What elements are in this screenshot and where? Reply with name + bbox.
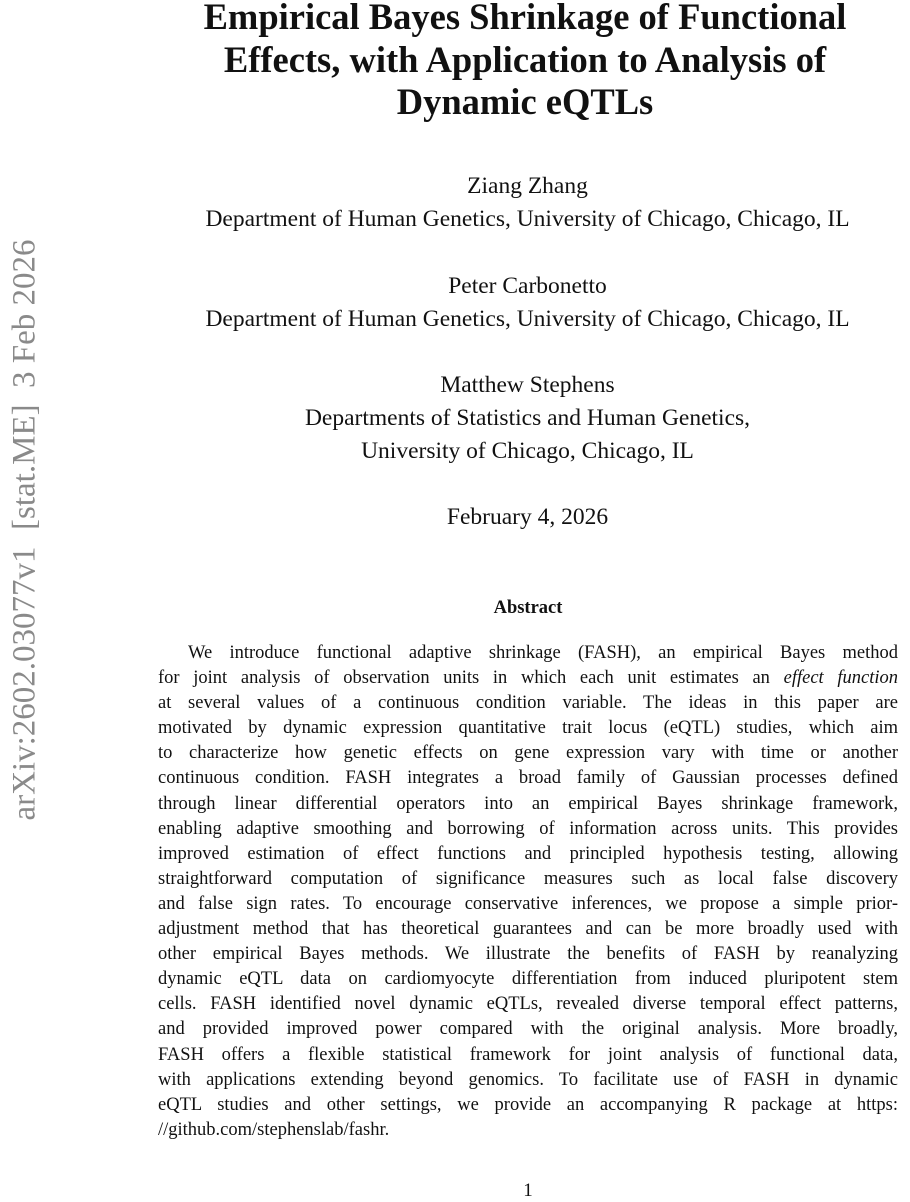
- author-name: Peter Carbonetto: [448, 273, 607, 299]
- paper-title: [140, 0, 910, 124]
- author-block: [140, 369, 910, 468]
- abstract-line: and provided improved power compared with the original analysis. More broadly,: [158, 1019, 898, 1040]
- abstract-line: at several values of a continuous condition variable. The ideas in this paper are: [158, 693, 898, 714]
- abstract-line: straightforward computation of significance measures such as local false discovery: [158, 868, 898, 889]
- page-number: 1: [523, 1180, 533, 1201]
- emphasis-text: effect function: [783, 668, 898, 689]
- abstract-line: cells. FASH identified novel dynamic eQTLs, revealed diverse temporal effect patterns,: [158, 994, 898, 1015]
- abstract-line: and false sign rates. To encourage conservative inferences, we propose a simple prior-: [158, 893, 898, 914]
- abstract-text: for joint analysis of observation units in which each unit estimates an: [158, 668, 770, 689]
- title-line: Effects, with Application to Analysis of: [223, 38, 827, 80]
- author-block: [140, 170, 910, 236]
- author-name: Ziang Zhang: [467, 173, 588, 199]
- abstract-line: FASH offers a flexible statistical framework for joint analysis of functional data,: [158, 1044, 898, 1065]
- abstract-line: improved estimation of effect functions and principled hypothesis testing, allowing: [158, 843, 898, 864]
- abstract-line: We introduce functional adaptive shrinkage (FASH), an empirical Bayes method: [188, 643, 898, 663]
- title-line: Dynamic eQTLs: [396, 81, 654, 122]
- paper-date: February 4, 2026: [446, 504, 609, 530]
- abstract-line: enabling adaptive smoothing and borrowing of information across units. This provides: [158, 818, 898, 839]
- arxiv-identifier: arXiv:2602.03077v1 [stat.ME] 3 Feb 2026: [6, 239, 43, 821]
- title-line: Empirical Bayes Shrinkage of Functional: [203, 0, 847, 37]
- abstract-line: adjustment method that has theoretical guarantees and can be more broadly used with: [158, 919, 898, 940]
- author-affiliation: Department of Human Genetics, University of Chicago, Chicago, IL: [205, 306, 850, 332]
- abstract-line: dynamic eQTL data on cardiomyocyte differentiation from induced pluripotent stem: [158, 969, 898, 990]
- abstract-line: other empirical Bayes methods. We illustrate the benefits of FASH by reanalyzing: [158, 944, 898, 965]
- abstract-line: //github.com/stephenslab/fashr.: [158, 1119, 390, 1140]
- abstract-line: with applications extending beyond genomics. To facilitate use of FASH in dynamic: [158, 1069, 898, 1090]
- abstract-line: [158, 666, 898, 691]
- author-affiliation: University of Chicago, Chicago, IL: [361, 438, 694, 464]
- author-block: [140, 270, 910, 336]
- abstract-line: through linear differential operators into an empirical Bayes shrinkage framework,: [158, 793, 898, 814]
- author-name: Matthew Stephens: [440, 372, 615, 398]
- abstract-line: continuous condition. FASH integrates a broad family of Gaussian processes defined: [158, 768, 898, 789]
- abstract-line: to characterize how genetic effects on gene expression vary with time or another: [158, 743, 898, 764]
- abstract-line: motivated by dynamic expression quantitative trait locus (eQTL) studies, which aim: [158, 718, 898, 739]
- abstract-line: eQTL studies and other settings, we provide an accompanying R package at https:: [158, 1094, 898, 1115]
- author-affiliation: Department of Human Genetics, University of Chicago, Chicago, IL: [205, 206, 850, 232]
- abstract-heading: Abstract: [493, 598, 563, 618]
- abstract-body: [158, 641, 898, 1143]
- author-affiliation: Departments of Statistics and Human Genetics,: [304, 405, 751, 431]
